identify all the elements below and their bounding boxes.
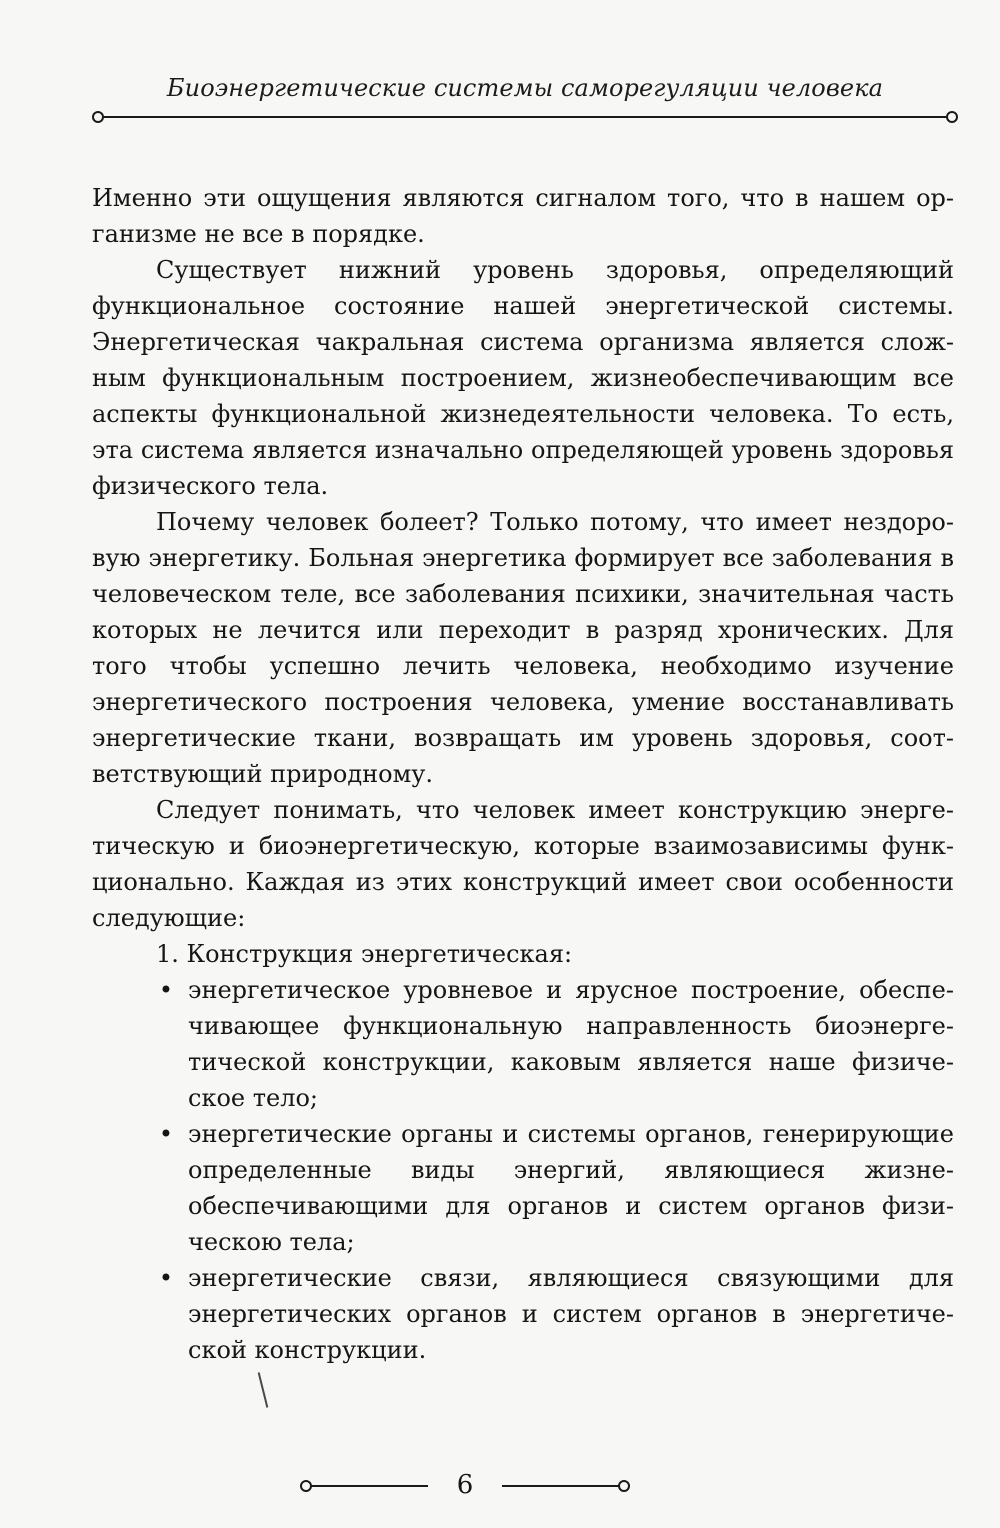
bullet-icon: • <box>158 1264 174 1292</box>
paragraph-3: Почему человек болеет? Только потому, что имеет нездоровую энергетику. Больная энергетика формирует все заболевания в человеческом теле, все заболевания психики, значительная часть которых не лечится или переходит в разряд хронических. Для того чтобы успешно лечить человека, необходимо изучение энергетического построения человека, умение восстанавливать энергетические ткани, возвращать им уровень здоровья, соответствующий природному. <box>92 508 954 788</box>
list-heading: 1. Конструкция энергетическая: <box>156 940 573 968</box>
footer-right-dot <box>618 1480 630 1492</box>
running-header: Биоэнергетические системы саморегуляции человека <box>166 74 884 102</box>
paragraph-2: Существует нижний уровень здоровья, определяющий функциональное состояние нашей энергетической системы. Энергетическая чакральная система организма является сложным функциональным построением, жизнеобеспечивающим все аспекты функциональной жизнедеятельности человека. То есть, эта система является изначально определяющей уровень здоровья физического тела. <box>92 256 954 500</box>
page-body <box>92 180 954 1368</box>
bullet-text: энергетические органы и системы органов, генерирующие определенные виды энергий, являющиеся жизнеобеспечивающими для органов и систем органов физическою тела; <box>188 1120 954 1256</box>
stray-pen-mark <box>258 1372 269 1407</box>
bullet-icon: • <box>158 976 174 1004</box>
header-rule-right-dot <box>946 111 958 123</box>
bullet-item <box>92 1116 954 1260</box>
bullet-icon: • <box>158 1120 174 1148</box>
paragraph-1: Именно эти ощущения являются сигналом того, что в нашем организме не все в порядке. <box>92 184 954 248</box>
bullet-item <box>92 972 954 1116</box>
footer-right-line <box>502 1485 620 1487</box>
bullet-list <box>92 972 954 1368</box>
paragraph-4: Следует понимать, что человек имеет конструкцию энергетическую и биоэнергетическую, которые взаимозависимы функционально. Каждая из этих конструкций имеет свои особенности следующие: <box>92 796 954 932</box>
footer-left-line <box>310 1485 428 1487</box>
page-footer <box>300 1470 630 1500</box>
bullet-text: энергетическое уровневое и ярусное построение, обеспечивающее функциональную направленность биоэнергетической конструкции, каковым является наше физическое тело; <box>188 976 954 1112</box>
header-rule-line <box>100 116 950 118</box>
header-rule-left-dot <box>92 111 104 123</box>
bullet-item <box>92 1260 954 1368</box>
page-number: 6 <box>456 1470 474 1500</box>
header-rule <box>92 111 958 125</box>
bullet-text: энергетические связи, являющиеся связующими для энергетических органов и систем органов в энергетической конструкции. <box>188 1264 954 1364</box>
